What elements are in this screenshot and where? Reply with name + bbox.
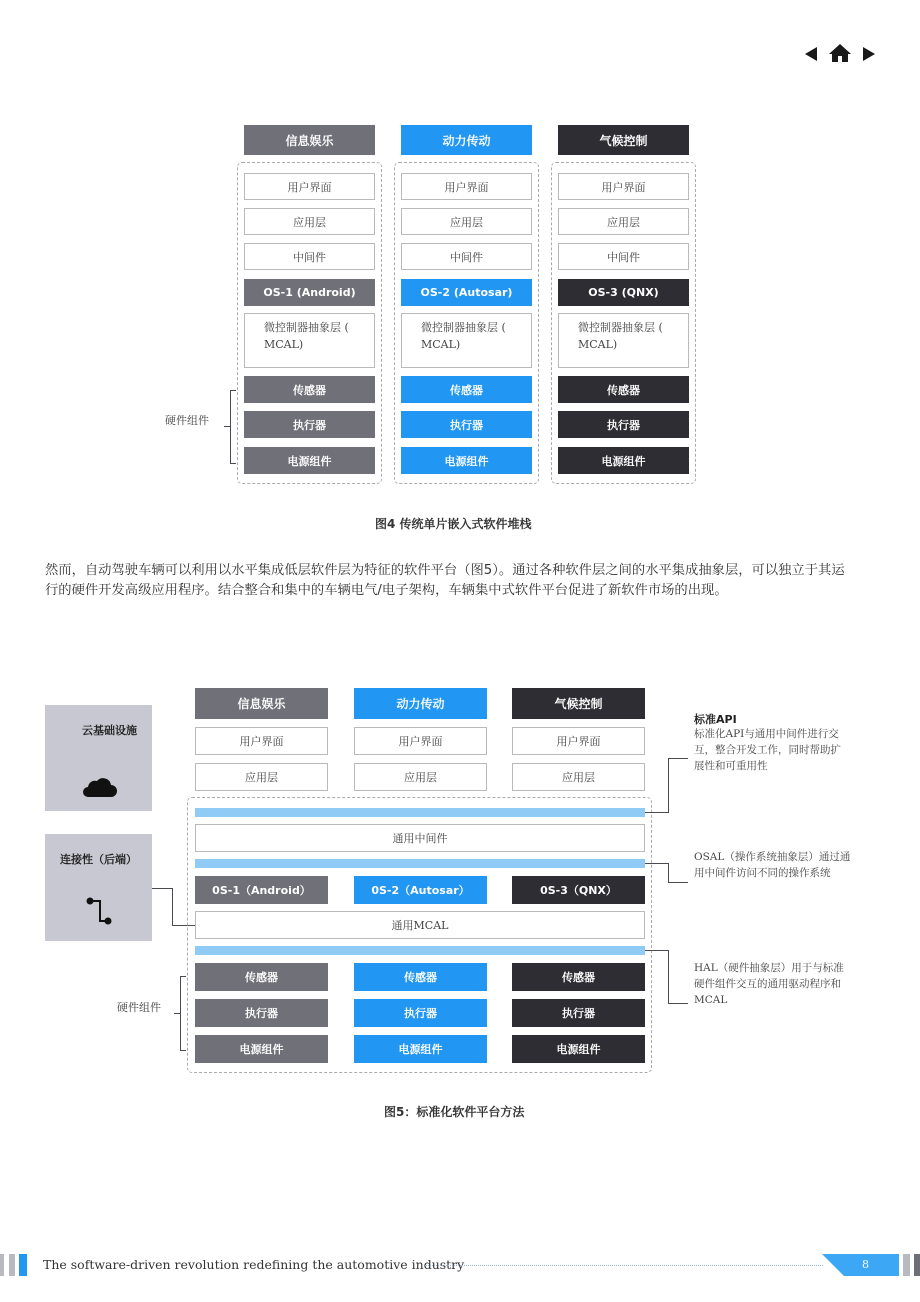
fig4-col1-sensor: 传感器 <box>244 376 375 403</box>
fig4-col3-mcal: 微控制器抽象层 ( MCAL) <box>558 313 689 368</box>
fig4-bracket-bottom <box>230 463 236 464</box>
osal-bar <box>195 859 645 868</box>
fig4-col3-sensor: 传感器 <box>558 376 689 403</box>
fig5-col3-os: 0S-3（QNX） <box>512 876 645 904</box>
osal-leader-h2 <box>668 882 688 883</box>
osal-annotation-text: OSAL（操作系统抽象层）通过通用中间件访问不同的操作系统 <box>694 851 851 879</box>
footer-title: The software-driven revolution redefining the automotive industry <box>43 1257 465 1272</box>
connectivity-backend-label: 连接性（后端） <box>60 853 137 866</box>
footer-left-stripe-1 <box>0 1254 4 1276</box>
fig4-col2-header: 动力传动 <box>401 125 532 155</box>
fig5-col2-actuator: 执行器 <box>354 999 487 1027</box>
fig4-col2-sensor: 传感器 <box>401 376 532 403</box>
fig4-col3-ui: 用户界面 <box>558 173 689 200</box>
footer-right-stripe-2 <box>914 1254 920 1276</box>
footer-right-stripe-1 <box>903 1254 910 1276</box>
api-annotation-text: 标准化API与通用中间件进行交互，整合开发工作，同时帮助扩展性和可重用性 <box>694 728 841 772</box>
fig4-col1-ui: 用户界面 <box>244 173 375 200</box>
nav-next-icon[interactable] <box>863 46 875 65</box>
fig4-col1-header: 信息娱乐 <box>244 125 375 155</box>
fig4-col2-app: 应用层 <box>401 208 532 235</box>
fig5-col3-sensor: 传感器 <box>512 963 645 991</box>
backend-connector-h1 <box>152 888 173 889</box>
fig4-caption: 图4 传统单片嵌入式软件堆栈 <box>375 517 532 531</box>
fig5-col1-ui: 用户界面 <box>195 727 328 755</box>
cloud-infrastructure-label: 云基础设施 <box>82 724 137 737</box>
fig5-col2-os: 0S-2（Autosar） <box>354 876 487 904</box>
api-leader-h1 <box>645 812 668 813</box>
fig4-col2-ui: 用户界面 <box>401 173 532 200</box>
fig4-col1-middleware: 中间件 <box>244 243 375 270</box>
fig4-col3-app: 应用层 <box>558 208 689 235</box>
fig5-bracket-tick <box>174 1013 180 1014</box>
fig5-hardware-label: 硬件组件 <box>117 1001 161 1014</box>
fig5-col3-power: 电源组件 <box>512 1035 645 1063</box>
fig5-col2-app: 应用层 <box>354 763 487 791</box>
fig4-col3-middleware: 中间件 <box>558 243 689 270</box>
fig4-col3-power: 电源组件 <box>558 447 689 474</box>
nav-prev-icon[interactable] <box>805 46 817 65</box>
hal-leader-v <box>668 950 669 1004</box>
fig5-col1-power: 电源组件 <box>195 1035 328 1063</box>
fig4-col2-middleware: 中间件 <box>401 243 532 270</box>
fig5-bracket-bottom <box>180 1050 186 1051</box>
fig5-col2-header: 动力传动 <box>354 688 487 719</box>
fig4-col1-mcal: 微控制器抽象层 ( MCAL) <box>244 313 375 368</box>
fig4-bracket-vertical <box>230 390 231 464</box>
fig5-col1-os: 0S-1（Android） <box>195 876 328 904</box>
footer-left-stripe-3 <box>19 1254 27 1276</box>
fig5-col2-ui: 用户界面 <box>354 727 487 755</box>
fig5-bracket-vertical <box>180 976 181 1051</box>
home-icon[interactable] <box>829 43 851 67</box>
footer-left-stripe-2 <box>9 1254 15 1276</box>
hal-leader-h1 <box>645 950 668 951</box>
fig4-col1-os: OS-1 (Android) <box>244 279 375 306</box>
fig5-col1-sensor: 传感器 <box>195 963 328 991</box>
fig5-caption: 图5：标准化软件平台方法 <box>384 1105 525 1119</box>
connection-nodes-icon <box>85 896 115 926</box>
footer-page-badge <box>822 1254 899 1276</box>
hal-bar <box>195 946 645 955</box>
osal-leader-h1 <box>645 863 668 864</box>
fig4-hardware-label: 硬件组件 <box>165 414 209 427</box>
connectivity-backend-box <box>45 834 152 941</box>
api-leader-v <box>668 758 669 813</box>
fig5-col3-ui: 用户界面 <box>512 727 645 755</box>
fig4-col2-mcal: 微控制器抽象层 ( MCAL) <box>401 313 532 368</box>
fig5-col2-power: 电源组件 <box>354 1035 487 1063</box>
fig4-col3-os: OS-3 (QNX) <box>558 279 689 306</box>
hal-annotation-text: HAL（硬件抽象层）用于与标准硬件组件交互的通用驱动程序和MCAL <box>694 962 844 1006</box>
fig4-bracket-top <box>230 390 236 391</box>
footer-dotted-line <box>425 1265 823 1266</box>
fig4-col2-actuator: 执行器 <box>401 411 532 438</box>
footer-page-number: 8 <box>862 1258 869 1271</box>
fig4-bracket-tick <box>224 426 230 427</box>
fig5-col1-app: 应用层 <box>195 763 328 791</box>
cloud-infrastructure-box <box>45 705 152 811</box>
api-annotation-title: 标准API <box>694 713 737 726</box>
common-mcal: 通用MCAL <box>195 911 645 939</box>
fig5-col3-header: 气候控制 <box>512 688 645 719</box>
fig5-col2-sensor: 传感器 <box>354 963 487 991</box>
fig5-col1-actuator: 执行器 <box>195 999 328 1027</box>
body-paragraph: 然而，自动驾驶车辆可以利用以水平集成低层软件层为特征的软件平台（图5）。通过各种软件层之间的水平集成抽象层，可以独立于其运行的硬件开发高级应用程序。结合整合和集中的车辆电气/电子架构，车辆集中式软件平台促进了新软件市场的出现。 <box>45 563 845 598</box>
fig5-col1-header: 信息娱乐 <box>195 688 328 719</box>
standard-api-bar <box>195 808 645 817</box>
fig5-col3-app: 应用层 <box>512 763 645 791</box>
fig4-col2-power: 电源组件 <box>401 447 532 474</box>
osal-leader-v <box>668 863 669 883</box>
backend-connector-v <box>172 888 173 926</box>
fig5-bracket-top <box>180 976 186 977</box>
cloud-icon <box>80 775 118 799</box>
hal-leader-h2 <box>668 1003 688 1004</box>
fig4-col3-actuator: 执行器 <box>558 411 689 438</box>
fig5-col3-actuator: 执行器 <box>512 999 645 1027</box>
fig4-col2-os: OS-2 (Autosar) <box>401 279 532 306</box>
common-middleware: 通用中间件 <box>195 824 645 852</box>
fig4-col1-app: 应用层 <box>244 208 375 235</box>
fig4-col3-header: 气候控制 <box>558 125 689 155</box>
fig4-col1-actuator: 执行器 <box>244 411 375 438</box>
fig4-col1-power: 电源组件 <box>244 447 375 474</box>
api-leader-h2 <box>668 758 688 759</box>
